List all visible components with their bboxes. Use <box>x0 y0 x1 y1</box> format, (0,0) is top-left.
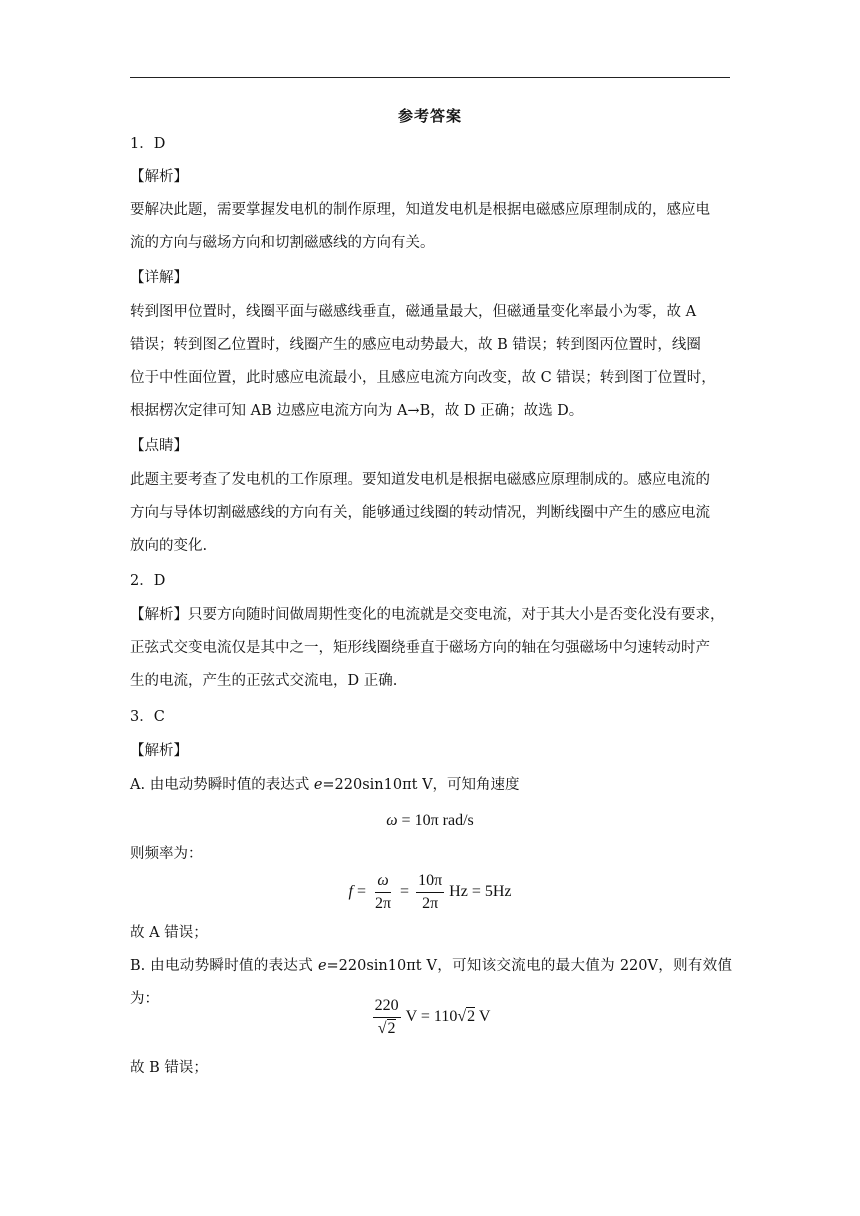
equation-mid: V = 110 <box>405 1008 458 1025</box>
f-symbol: f <box>348 883 353 900</box>
text-line: 放向的变化. <box>130 538 208 554</box>
q3-part-a <box>130 769 732 802</box>
q3-a-conclusion: 故 A 错误； <box>130 925 208 941</box>
fraction-denominator: 2π <box>374 894 392 912</box>
omega-symbol: ω <box>386 812 398 829</box>
text-line: 错误；转到图乙位置时，线圈产生的感应电动势最大，故 B 错误；转到图丙位置时，线圈 <box>130 337 701 353</box>
q1-answer: 1．D <box>130 136 166 152</box>
text-line: 方向与导体切割磁感线的方向有关，能够通过线圈的转动情况，判断线圈中产生的感应电流 <box>130 505 710 521</box>
q1-comment-tag: 【点睛】 <box>130 438 188 454</box>
equals-sign: = <box>352 883 370 900</box>
freq-intro: 则频率为： <box>130 846 203 862</box>
emf-symbol: e <box>313 777 323 793</box>
text-line: 要解决此题，需要掌握发电机的制作原理，知道发电机是根据电磁感应原理制成的，感应电 <box>130 202 710 218</box>
fraction-numerator: ω <box>375 872 390 893</box>
fraction-numerator: 10π <box>416 872 444 893</box>
header-rule <box>130 77 730 78</box>
text-span: B. 由电动势瞬时值的表达式 <box>130 958 318 974</box>
text-line: 【解析】只要方向随时间做周期性变化的电流就是交变电流，对于其大小是否变化没有要求， <box>130 607 725 623</box>
sqrt-sign: √ <box>377 1019 387 1037</box>
effective-value-equation <box>0 990 860 1044</box>
omega-equation <box>0 806 860 836</box>
text-line: 此题主要考查了发电机的工作原理。要知道发电机是根据电磁感应原理制成的。感应电流的 <box>130 472 710 488</box>
frequency-equation <box>0 868 860 916</box>
q3-answer: 3．C <box>130 709 165 725</box>
q2-analysis <box>130 599 732 698</box>
emf-symbol: e <box>317 958 327 974</box>
voltage-unit: V <box>475 1008 491 1025</box>
q1-detail-tag: 【详解】 <box>130 270 188 286</box>
equation-rhs: = 10π rad/s <box>397 812 474 829</box>
text-span: A. 由电动势瞬时值的表达式 <box>130 777 314 793</box>
q1-comment <box>130 464 732 563</box>
text-line: 正弦式交变电流仅是其中之一，矩形线圈绕垂直于磁场方向的轴在匀强磁场中匀速转动时产 <box>130 640 710 656</box>
q1-analysis-tag: 【解析】 <box>130 169 188 185</box>
radicand: 2 <box>467 1008 476 1025</box>
sqrt-sign: √ <box>457 1008 467 1025</box>
text-line: 流的方向与磁场方向和切割磁感线的方向有关。 <box>130 235 435 251</box>
equals-sign: = <box>396 883 414 900</box>
text-line: 生的电流，产生的正弦式交流电，D 正确. <box>130 673 398 689</box>
text-span: =220sin10πt V，可知角速度 <box>322 777 520 793</box>
fraction-numerator: 220 <box>373 997 401 1018</box>
radicand: 2 <box>387 1019 396 1037</box>
fraction-denominator <box>376 1018 398 1038</box>
text-line: 位于中性面位置，此时感应电流最小，且感应电流方向改变，故 C 错误；转到图丁位置时， <box>130 370 716 386</box>
q3-analysis-tag: 【解析】 <box>130 743 188 759</box>
q1-detail <box>130 296 732 428</box>
frequency-result: Hz = 5Hz <box>449 883 512 900</box>
fraction-10pi-over-2pi <box>416 872 444 913</box>
q3-b-conclusion: 故 B 错误； <box>130 1060 208 1076</box>
fraction-omega-over-2pi <box>373 872 393 913</box>
fraction-denominator: 2π <box>422 894 439 912</box>
text-line: 根据楞次定律可知 AB 边感应电流方向为 A→B，故 D 正确；故选 D。 <box>130 403 584 419</box>
q2-answer: 2．D <box>130 573 166 589</box>
page-title: 参考答案 <box>397 107 462 125</box>
text-line: 转到图甲位置时，线圈平面与磁感线垂直，磁通量最大，但磁通量变化率最小为零，故 A <box>130 304 697 320</box>
fraction-220-over-sqrt2 <box>373 997 401 1038</box>
q1-analysis <box>130 194 732 260</box>
text-span: =220sin10πt V，可知该交流电的最大值为 220V，则有效值为： <box>130 958 732 1007</box>
